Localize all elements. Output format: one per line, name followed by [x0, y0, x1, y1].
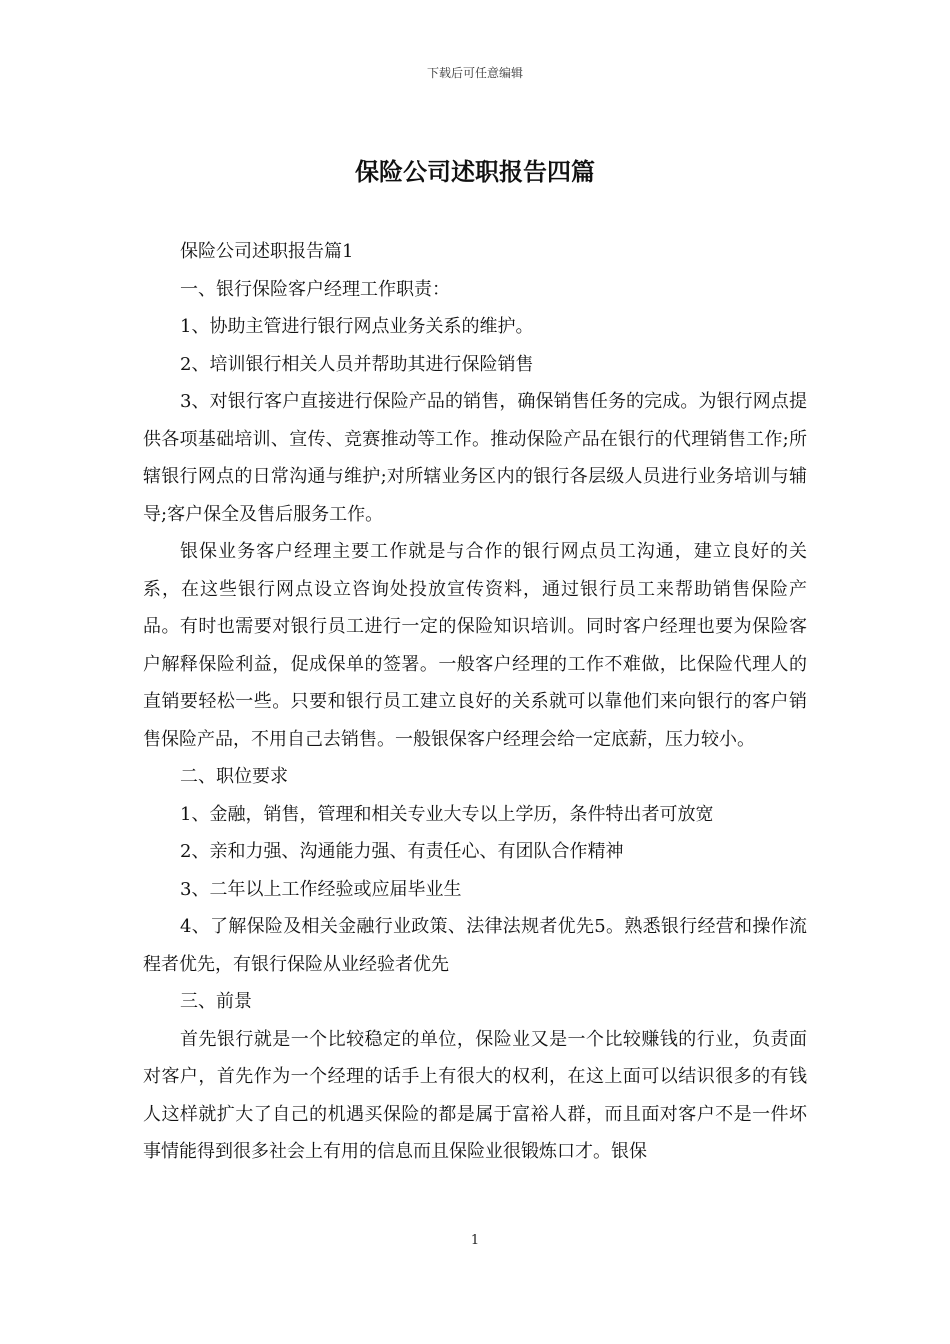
paragraph-requirement-2: 2、亲和力强、沟通能力强、有责任心、有团队合作精神 [180, 841, 624, 862]
paragraph-requirement-3: 3、二年以上工作经验或应届毕业生 [180, 878, 462, 900]
paragraph-section-heading: 保险公司述职报告篇1 [180, 241, 354, 262]
paragraph-duties-heading: 一、银行保险客户经理工作职责： [180, 278, 450, 300]
paragraph-prospects: 首先银行就是一个比较稳定的单位，保险业又是一个比较赚钱的行业，负责面对客户，首先作为一个经理的话手上有很大的权利，在这上面可以结识很多的有钱人这样就扩大了自己的机遇买保险的都是属于富裕人群，而且面对客户不是一件坏事情能得到很多社会上有用的信息而且保险业很锻炼口才。银保 [143, 1028, 807, 1162]
paragraph-manager-work: 银保业务客户经理主要工作就是与合作的银行网点员工沟通，建立良好的关系，在这些银行网点设立咨询处投放宣传资料，通过银行员工来帮助销售保险产品。有时也需要对银行员工进行一定的保险知识培训。同时客户经理也要为保险客户解释保险利益，促成保单的签署。一般客户经理的工作不难做，比保险代理人的直销要轻松一些。只要和银行员工建立良好的关系就可以靠他们来向银行的客户销售保险产品，不用自己去销售。一般银保客户经理会给一定底薪，压力较小。 [143, 541, 807, 750]
paragraph-requirements-heading: 二、职位要求 [180, 766, 288, 787]
document-body [143, 233, 807, 1171]
document-title: 保险公司述职报告四篇 [355, 158, 595, 186]
paragraph-duty-1: 1、协助主管进行银行网点业务关系的维护。 [180, 316, 534, 337]
paragraph-duty-2: 2、培训银行相关人员并帮助其进行保险销售 [180, 353, 534, 375]
paragraph-prospects-heading: 三、前景 [180, 991, 252, 1012]
paragraph-requirement-4: 4、了解保险及相关金融行业政策、法律法规者优先5。熟悉银行经营和操作流程者优先，有银行保险从业经验者优先 [143, 916, 807, 975]
paragraph-requirement-1: 1、金融，销售，管理和相关专业大专以上学历，条件特出者可放宽 [180, 803, 714, 825]
header-note: 下载后可任意编辑 [426, 66, 523, 80]
page-number: 1 [470, 1233, 480, 1248]
paragraph-duty-3: 3、对银行客户直接进行保险产品的销售，确保销售任务的完成。为银行网点提供各项基础培训、宣传、竞赛推动等工作。推动保险产品在银行的代理销售工作;所辖银行网点的日常沟通与维护;对所辖业务区内的银行各层级人员进行业务培训与辅导;客户保全及售后服务工作。 [143, 391, 807, 525]
